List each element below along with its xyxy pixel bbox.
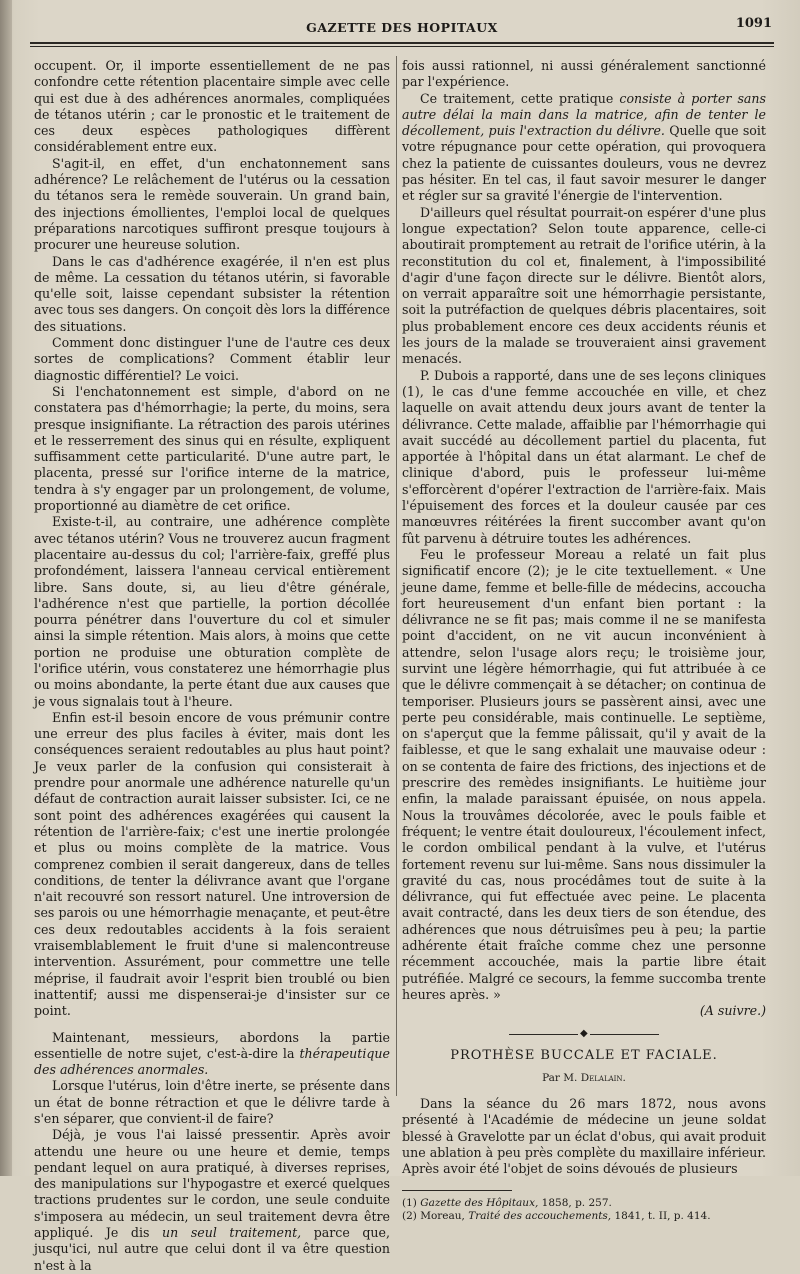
header-rule [30,42,774,47]
paragraph: occupent. Or, il importe essentiellement de ne pas confondre cette rétention placentaire simple avec celle qui est due à des adhérences anormales, compliquées de tétanos utérin ; car le pronostic et le traitement de ces deux espèces pathologiques diffèrent considérablement entre eux. [34,58,390,155]
paragraph: Lorsque l'utérus, loin d'être inerte, se présente dans un état de bonne rétraction et que le délivre tarde à s'en séparer, que convient-il de faire? [34,1078,390,1126]
paragraph: Ce traitement, cette pratique consiste à porter sans autre délai la main dans la matrice, afin de tenter le décollement, puis l'extraction du délivre. Quelle que soit votre répugnance pour cette opération, qui provoquera chez la patiente de cuissantes douleurs, vous ne devrez pas hésiter. En tel cas, il faut savoir mesurer le danger et régler sur sa gravité l'énergie de l'intervention. [402,90,766,204]
paragraph: fois aussi rationnel, ni aussi généralement sanctionné par l'expérience. [402,58,766,90]
paragraph: P. Dubois a rapporté, dans une de ses leçons cliniques (1), le cas d'une femme accouchée en ville, et chez laquelle on avait attendu deux jours avant de tenter la délivrance. Cette malade, affaiblie par l'hémorrhagie qui avait succédé au décollement partiel du placenta, fut apportée à l'hôpital dans un état alarmant. Le chef de clinique d'abord, puis le professeur lui-même s'efforcèrent d'opérer l'extraction de l'arrière-faix. Mais l'épuisement des forces et la douleur causée par ces manœuvres réitérées la firent succomber avant qu'on fût parvenu à détruire toutes les adhérences. [402,367,766,546]
emphasis: un seul traitement, [162,1225,302,1241]
paragraph: Si l'enchatonnement est simple, d'abord on ne constatera pas d'hémorrhagie; la perte, du moins, sera presque insignifiante. La rétraction des parois utérines et le resserrement des sinus qui en résulte, expliquent suffisamment cette particularité. D'une autre part, le placenta, pressé sur l'orifice interne de la matrice, tendra à s'y engager par un prolongement, de volume, proportionné au diamètre de cet orifice. [34,383,390,514]
paragraph: Déjà, je vous l'ai laissé pressentir. Après avoir attendu une heure ou une heure et demie, temps pendant lequel on aura pratiqué, à diverses reprises, des manipulations sur l'hypogastre et exercé quelques tractions prudentes sur le cordon, une seule conduite s'imposera au médecin, un seul traitement devra être appliqué. Je dis un seul traitement, parce que, jusqu'ici, nul autre que celui dont il va être question n'est à la [34,1127,390,1273]
paragraph: S'agit-il, en effet, d'un enchatonnement sans adhérence? Le relâchement de l'utérus ou la cessation du tétanos sera le remède souverain. Un grand bain, des injections émollientes, l'emploi local de quelques préparations narcotiques suffiront presque toujours à procurer une heureuse solution. [34,155,390,253]
footnote: (1) Gazette des Hôpitaux, 1858, p. 257. [402,1196,612,1209]
page-number: 1091 [735,16,772,31]
paragraph: Existe-t-il, au contraire, une adhérence complète avec tétanos utérin? Vous ne trouverez aucun fragment placentaire au-dessus du col; l'arrière-faix, greffé plus profondément, laissera l'anneau cervical entièrement libre. Sans doute, si, au lieu d'être générale, l'adhérence n'est que partielle, la portion décollée pourra pénétrer dans l'ouverture du col et simuler ainsi la simple rétention. Mais alors, à moins que cette portion ne produise une obturation complète de l'orifice utérin, vous constaterez une hémorrhagie plus ou moins abondante, la perte étant due aux causes que je vous signalais tout à l'heure. [34,514,390,709]
column-separator [396,56,397,1096]
author-name: Delalain. [580,1071,626,1084]
left-column [34,58,390,1274]
section-ornament [509,1030,659,1040]
paragraph: D'ailleurs quel résultat pourrait-on espérer d'une plus longue expectation? Selon toute apparence, celle-ci aboutirait promptement au retrait de l'orifice utérin, à la reconstitution du col et, finalement, à l'impossibilité d'agir d'une façon directe sur le délivre. Bientôt alors, on verrait apparaître soit une hémorrhagie persistante, soit la putréfaction de quelques débris placentaires, soit plus probablement encore ces deux accidents réunis et les jours de la malade se trouveraient ainsi gravement menacés. [402,204,766,367]
paragraph: Dans le cas d'adhérence exagérée, il n'en est plus de même. La cessation du tétanos utérin, si favorable qu'elle soit, laisse cependant subsister la rétention avec tous ses dangers. On conçoit dès lors la différence des situations. [34,253,390,334]
section-intro-paragraph [34,1030,390,1079]
paragraph: Dans la séance du 26 mars 1872, nous avons présenté à l'Académie de médecine un jeune soldat blessé à Gravelotte par un éclat d'obus, qui avait produit une ablation à peu près complète du maxillaire inférieur. Après avoir été l'objet de soins dévoués de plusieurs [402,1096,766,1177]
footnote: (2) Moreau, Traité des accouchements, 1841, t. II, p. 414. [402,1209,711,1222]
paragraph: Comment donc distinguer l'une de l'autre ces deux sortes de complications? Comment établir leur diagnostic différentiel? Le voici. [34,335,390,383]
to-be-continued: (A suivre.) [699,1003,766,1019]
page-header [28,14,776,40]
paragraph: Feu le professeur Moreau a relaté un fait plus significatif encore (2); je le cite textuellement. « Une jeune dame, femme et belle-fille de médecins, accoucha fort heureusement d'un enfant bien portant : la délivrance ne se fit pas; mais comme il ne se manifesta point d'accident, on ne vit aucun inconvénient à attendre, selon l'usage alors reçu; le troisième jour, survint une légère hémorrhagie, qui fut attribuée à ce que le délivre commençait à se détacher; on continua de temporiser. Plusieurs jours se passèrent ainsi, avec une perte peu considérable, mais continuelle. Le septième, on s'aperçut que la femme pâlissait, qu'il y avait de la faiblesse, et que le sang exhalait une mauvaise odeur : on se contenta de faire des frictions, des injections et de prescrire des remèdes insignifiants. Le huitième jour enfin, la malade paraissant épuisée, on nous appela. Nous la trouvâmes décolorée, avec le pouls faible et fréquent; le ventre était douloureux, l'écoulement infect, le cordon ombilical pendant à la vulve, et l'utérus fortement revenu sur lui-même. Sans nous dissimuler la gravité du cas, nous procédâmes tout de suite à la délivrance, qui fut effectuée avec peine. Le placenta avait contracté, dans les deux tiers de son étendue, des adhérences que nous détruisîmes peu à peu; la partie adhérente était fraîche comme chez une personne récemment accouchée, mais la partie libre était putréfiée. Malgré ce secours, la femme succomba trente heures après. » [402,546,766,1002]
right-column [402,58,766,1223]
footnote-rule [402,1190,512,1191]
footnotes [402,1197,766,1223]
article-title: PROTHÈSE BUCCALE ET FACIALE. [450,1047,718,1063]
byline: Par M. Delalain. [542,1071,626,1084]
binding-shadow [0,0,12,1176]
emphasis: consiste à porter sans autre délai la main dans la matrice, afin de tenter le décollement, puis l'extraction du délivre. [402,90,766,139]
section-intro-text: Maintenant, messieurs, abordons la partie essentielle de notre sujet, c'est-à-dire la [34,1029,390,1061]
running-head: GAZETTE DES HOPITAUX [306,20,498,35]
paragraph: Enfin est-il besoin encore de vous prémunir contre une erreur des plus faciles à éviter, mais dont les conséquences seraient redoutables au plus haut point? Je veux parler de la confusion qui consisterait à prendre pour anormale une adhérence naturelle qu'un défaut de contraction aurait laisser subsister. Ici, ce ne sont point des adhérences exagérées qui causent la rétention de l'arrière-faix; c'est une inertie prolongée et plus ou moins complète de la matrice. Vous comprenez combien il serait dangereux, dans de telles conditions, de tenter la délivrance avant que l'organe n'ait recouvré son ressort naturel. Une introversion de ses parois ou une hémorrhagie menaçante, et peut-être ces deux redoutables accidents à la fois seraient vraisemblablement le fruit d'une si malencontreuse intervention. Assurément, pour commettre une telle méprise, il faudrait avoir l'esprit bien troublé ou bien inattentif; aussi me dispenserai-je d'insister sur ce point. [34,709,390,1019]
section-topic: thérapeutique des adhérences anormales. [34,1045,390,1078]
